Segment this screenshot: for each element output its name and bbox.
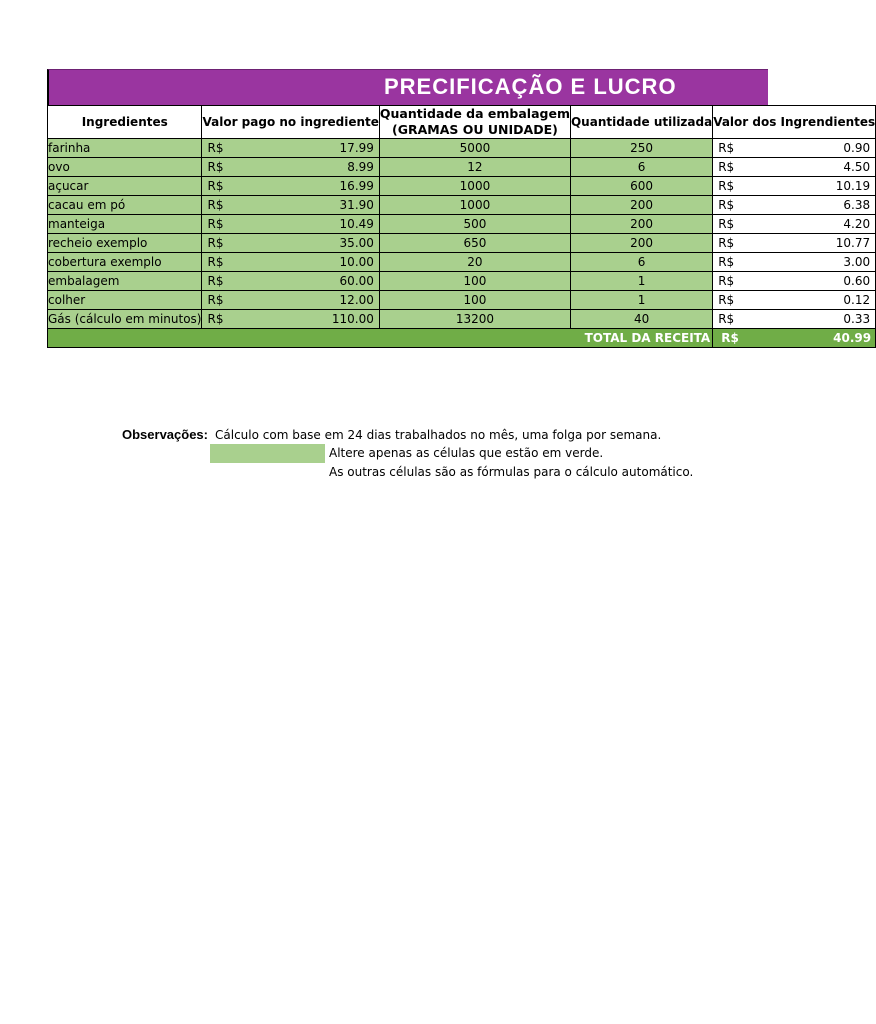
cost-cell[interactable] — [713, 310, 876, 329]
table-row — [48, 291, 876, 310]
price-cell[interactable] — [202, 139, 379, 158]
price-cell[interactable] — [202, 310, 379, 329]
cost-value: 0.90 — [843, 141, 871, 155]
price-cell[interactable] — [202, 177, 379, 196]
price-cell[interactable] — [202, 196, 379, 215]
note-line-1[interactable]: Cálculo com base em 24 dias trabalhados no mês, uma folga por semana. — [215, 428, 662, 442]
cost-cell[interactable] — [713, 139, 876, 158]
cost-cell[interactable] — [713, 177, 876, 196]
price-value: 17.99 — [339, 141, 374, 155]
used-qty-cell[interactable]: 6 — [570, 253, 712, 272]
cost-value: 6.38 — [843, 198, 871, 212]
ingredient-name-cell[interactable]: recheio exemplo — [48, 234, 202, 253]
price-currency: R$ — [207, 236, 224, 250]
ingredient-name-cell[interactable]: manteiga — [48, 215, 202, 234]
price-currency: R$ — [207, 198, 224, 212]
ingredient-name-cell[interactable]: cacau em pó — [48, 196, 202, 215]
total-value-cell[interactable] — [713, 329, 876, 348]
cost-value: 0.33 — [843, 312, 871, 326]
table-row — [48, 158, 876, 177]
observations-label: Observações: — [122, 427, 208, 442]
total-row — [48, 329, 876, 348]
used-qty-cell[interactable]: 200 — [570, 234, 712, 253]
package-qty-cell[interactable]: 13200 — [379, 310, 570, 329]
cost-value: 4.20 — [843, 217, 871, 231]
ingredient-name-cell[interactable]: cobertura exemplo — [48, 253, 202, 272]
ingredient-name-cell[interactable]: açucar — [48, 177, 202, 196]
cost-currency: R$ — [718, 179, 735, 193]
price-currency: R$ — [207, 179, 224, 193]
cost-cell[interactable] — [713, 253, 876, 272]
price-cell[interactable] — [202, 291, 379, 310]
price-currency: R$ — [207, 160, 224, 174]
price-value: 10.00 — [339, 255, 374, 269]
ingredient-name-cell[interactable]: ovo — [48, 158, 202, 177]
cost-value: 0.12 — [843, 293, 871, 307]
cost-currency: R$ — [718, 141, 735, 155]
header-cost[interactable]: Valor dos Ingrendientes — [713, 106, 876, 139]
cost-cell[interactable] — [713, 158, 876, 177]
price-cell[interactable] — [202, 253, 379, 272]
cost-value: 3.00 — [843, 255, 871, 269]
price-value: 31.90 — [339, 198, 374, 212]
ingredient-name-cell[interactable]: Gás (cálculo em minutos) — [48, 310, 202, 329]
cost-currency: R$ — [718, 198, 735, 212]
price-cell[interactable] — [202, 272, 379, 291]
ingredient-name-cell[interactable]: colher — [48, 291, 202, 310]
price-value: 10.49 — [339, 217, 374, 231]
price-value: 110.00 — [331, 312, 374, 326]
cost-currency: R$ — [718, 160, 735, 174]
price-currency: R$ — [207, 312, 224, 326]
package-qty-cell[interactable]: 12 — [379, 158, 570, 177]
header-price[interactable]: Valor pago no ingrediente — [202, 106, 379, 139]
price-currency: R$ — [207, 293, 224, 307]
table-row — [48, 196, 876, 215]
cost-cell[interactable] — [713, 196, 876, 215]
cost-value: 0.60 — [843, 274, 871, 288]
header-row — [48, 106, 876, 139]
total-currency: R$ — [721, 331, 739, 345]
total-value: 40.99 — [833, 331, 872, 345]
package-qty-cell[interactable]: 500 — [379, 215, 570, 234]
price-currency: R$ — [207, 141, 224, 155]
price-currency: R$ — [207, 217, 224, 231]
cost-currency: R$ — [718, 312, 735, 326]
package-qty-cell[interactable]: 1000 — [379, 196, 570, 215]
cost-currency: R$ — [718, 217, 735, 231]
cost-value: 4.50 — [843, 160, 871, 174]
cost-currency: R$ — [718, 293, 735, 307]
price-value: 16.99 — [339, 179, 374, 193]
header-package-qty[interactable] — [379, 106, 570, 139]
used-qty-cell[interactable]: 1 — [570, 291, 712, 310]
total-label[interactable]: TOTAL DA RECEITA — [48, 329, 713, 348]
cost-cell[interactable] — [713, 272, 876, 291]
cost-currency: R$ — [718, 236, 735, 250]
cost-currency: R$ — [718, 255, 735, 269]
header-used-qty[interactable]: Quantidade utilizada — [570, 106, 712, 139]
table-row — [48, 139, 876, 158]
cost-currency: R$ — [718, 274, 735, 288]
used-qty-cell[interactable]: 1 — [570, 272, 712, 291]
cost-cell[interactable] — [713, 215, 876, 234]
sheet-title: PRECIFICAÇÃO E LUCRO — [384, 74, 677, 99]
table-row — [48, 253, 876, 272]
header-package-qty-unit: (GRAMAS OU UNIDADE) — [392, 122, 558, 137]
price-currency: R$ — [207, 255, 224, 269]
cost-cell[interactable] — [713, 291, 876, 310]
price-value: 35.00 — [339, 236, 374, 250]
package-qty-cell[interactable]: 650 — [379, 234, 570, 253]
price-currency: R$ — [207, 274, 224, 288]
price-cell[interactable] — [202, 234, 379, 253]
cost-value: 10.19 — [835, 179, 871, 193]
header-package-qty-label: Quantidade da embalagem — [379, 106, 570, 121]
package-qty-cell[interactable]: 100 — [379, 272, 570, 291]
price-value: 12.00 — [339, 293, 374, 307]
note-line-2[interactable]: Altere apenas as células que estão em verde. — [329, 446, 604, 460]
package-qty-cell[interactable]: 1000 — [379, 177, 570, 196]
price-cell[interactable] — [202, 215, 379, 234]
table-row — [48, 177, 876, 196]
pricing-table — [47, 105, 876, 348]
price-value: 8.99 — [347, 160, 374, 174]
table-row — [48, 234, 876, 253]
price-value: 60.00 — [339, 274, 374, 288]
cost-value: 10.77 — [835, 236, 871, 250]
header-ingredient[interactable]: Ingredientes — [48, 106, 202, 139]
package-qty-cell[interactable]: 5000 — [379, 139, 570, 158]
note-line-3[interactable]: As outras células são as fórmulas para o cálculo automático. — [329, 465, 694, 479]
ingredient-name-cell[interactable]: farinha — [48, 139, 202, 158]
package-qty-cell[interactable]: 100 — [379, 291, 570, 310]
used-qty-cell[interactable]: 40 — [570, 310, 712, 329]
used-qty-cell[interactable]: 6 — [570, 158, 712, 177]
package-qty-cell[interactable]: 20 — [379, 253, 570, 272]
ingredient-name-cell[interactable]: embalagem — [48, 272, 202, 291]
used-qty-cell[interactable]: 200 — [570, 196, 712, 215]
used-qty-cell[interactable]: 200 — [570, 215, 712, 234]
used-qty-cell[interactable]: 250 — [570, 139, 712, 158]
green-cell-legend[interactable] — [210, 444, 325, 463]
table-row — [48, 310, 876, 329]
used-qty-cell[interactable]: 600 — [570, 177, 712, 196]
table-row — [48, 272, 876, 291]
price-cell[interactable] — [202, 158, 379, 177]
table-row — [48, 215, 876, 234]
title-bar — [47, 69, 768, 105]
cost-cell[interactable] — [713, 234, 876, 253]
